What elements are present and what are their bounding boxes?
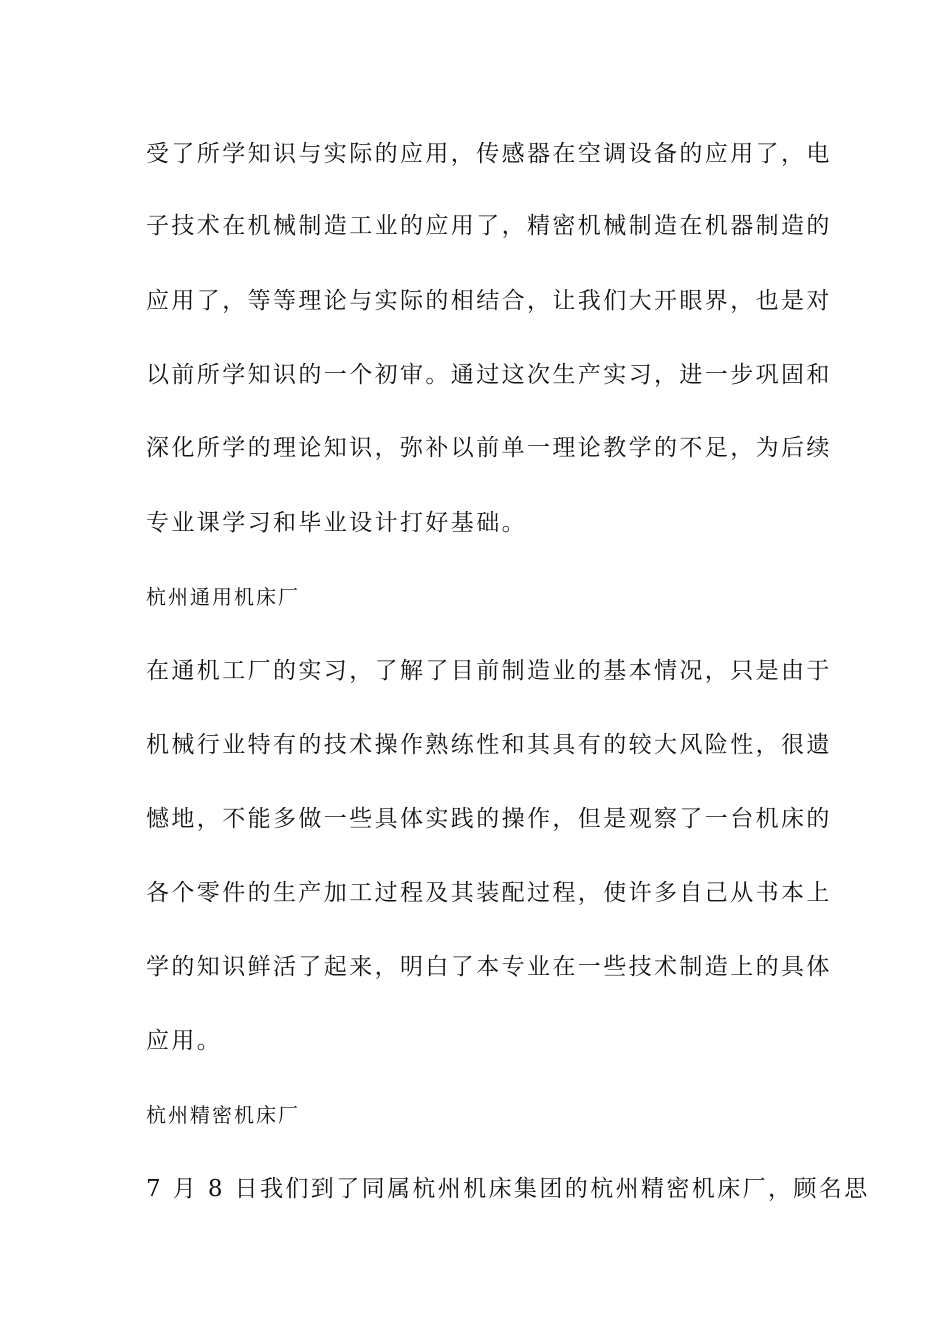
paragraph-line: 憾地，不能多做一些具体实践的操作，但是观察了一台机床的: [146, 806, 832, 832]
paragraph-line: 以前所学知识的一个初审。通过这次生产实习，进一步巩固和: [146, 362, 832, 388]
section-heading: 杭州精密机床厂: [146, 1103, 300, 1127]
paragraph-line: 应用。: [146, 1028, 223, 1054]
paragraph-line: 受了所学知识与实际的应用，传感器在空调设备的应用了，电: [146, 141, 832, 167]
paragraph-line: 学的知识鲜活了起来，明白了本专业在一些技术制造上的具体: [146, 954, 832, 980]
paragraph-line: 机械行业特有的技术操作熟练性和其具有的较大风险性，很遗: [146, 732, 832, 758]
section-heading: 杭州通用机床厂: [146, 585, 300, 609]
paragraph-line: 各个零件的生产加工过程及其装配过程，使许多自己从书本上: [146, 880, 832, 906]
paragraph-line: 应用了，等等理论与实际的相结合，让我们大开眼界，也是对: [146, 288, 832, 314]
paragraph-line: 专业课学习和毕业设计打好基础。: [146, 510, 527, 536]
paragraph-line: 子技术在机械制造工业的应用了，精密机械制造在机器制造的: [146, 213, 832, 239]
paragraph-line: 深化所学的理论知识，弥补以前单一理论教学的不足，为后续: [146, 435, 832, 461]
paragraph-line: 在通机工厂的实习，了解了目前制造业的基本情况，只是由于: [146, 658, 832, 684]
paragraph-line: 7 月 8 日我们到了同属杭州机床集团的杭州精密机床厂，顾名思: [146, 1176, 870, 1202]
